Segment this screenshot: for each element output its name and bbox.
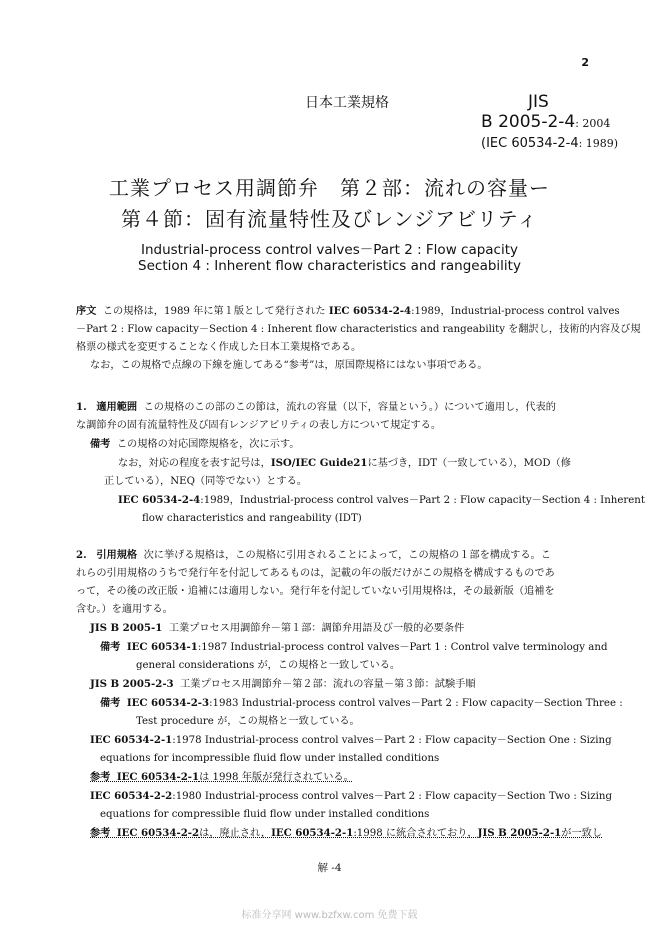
section-2: 2. 引用規格 次に挙げる規格は，この規格に引用されることによって，この規格の１部を構成する。こ れらの引用規格のうちで発行年を付記してあるものは，記載の年の版だけがこの規格を構成するものであ って，その後の改正版・追補には適用しない。発行年を付記していない引用規格は，その最新版（追補を 含む。）を適用する。 JIS B 2005-1 工業プロセス用調節弁－第１部：調節弁用語及び一般的必要条件 備考 IEC 60534-1:1987 Industrial-process control valves－Part 1 : Control valve terminology and general considerations が，この規格と一致している。 JIS B 2005-2-3 工業プロセス用調節弁－第２部：流れの容量－第３節：試験手順 備考 IEC 60534-2-3:1983 Industrial-process control valves－Part 2 : Flow capacity－Section Three : Test procedure が，この規格と一致している。 IEC 60534-2-1:1978 Industrial-process control valves－Part 2 : Flow capacity－Section One : Sizing equations for incompressible fluid flow under installed conditions 参考 IEC 60534-2-1は 1998 年版が発行されている。 IEC 60534-2-2:1980 Industrial-process control valves－Part 2 : Flow capacity－Section Two : Sizing equations for compressible fluid flow under installed conditions 参考 IEC 60534-2-2は，廃止され，IEC 60534-2-1:1998 に統合されており，JIS B 2005-2-1が一致し xyxy=(76,549,623,839)
watermark: 标准分享网 www.bzfxw.com 免费下载 xyxy=(241,910,418,921)
section-1: 1. 適用範囲 この規格のこの部のこの節は，流れの容量（以下，容量という。）について適用し，代表的 な調節弁の固有流量特性及び固有レンジアビリティの表し方について規定する。 備考 この規格の対応国際規格を，次に示す。 なお，対応の程度を表す記号は，ISO/IEC Guide21に基づき，IDT（一致している），MOD（修 正している），NEQ（同等でない）とする。 IEC 60534-2-4:1989，Industrial-process control valves－Part 2 : Flow capacity－Section 4 : Inherent flow characteristics and rangeability (IDT) xyxy=(76,401,645,524)
title-en-line1: Industrial-process control valves－Part 2 : Flow capacity xyxy=(140,242,519,258)
jis-code: JIS xyxy=(528,92,549,112)
iec-number: (IEC 60534-2-4: 1989) xyxy=(481,136,619,151)
page-number: 2 xyxy=(581,56,589,69)
preface: 序文 この規格は，1989 年に第１版として発行された IEC 60534-2-4:1989，Industrial-process control valves －Part 2 : Flow capacity－Section 4 : Inherent flow characteristics and rangeability を翻訳し，技術的内容及び規 格票の様式を変更することなく作成した日本工業規格である。 なお，この規格で点線の下線を施してある“参考”は，原国際規格にはない事項である。 xyxy=(76,305,641,371)
jis-number: B 2005-2-4: 2004 xyxy=(481,112,611,132)
jis-label-ja: 日本工業規格 xyxy=(305,95,389,111)
title-ja-line1: 工業プロセス用調節弁 第２部：流れの容量ー xyxy=(109,176,550,200)
page-footer: 解 -4 xyxy=(317,862,342,874)
title-ja-line2: 第４節：固有流量特性及びレンジアビリティ xyxy=(121,207,538,231)
title-en-line2: Section 4 : Inherent flow characteristics and rangeability xyxy=(138,258,521,274)
